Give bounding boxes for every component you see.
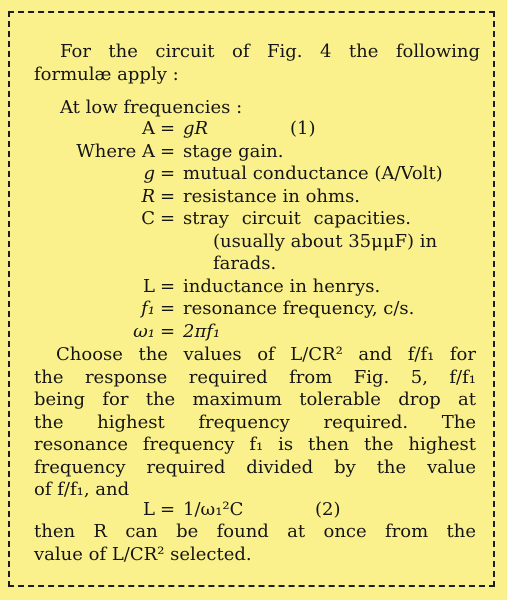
instructions-paragraph: [34, 344, 476, 502]
def-stage-gain-rhs: stage gain.: [183, 140, 284, 162]
def-f1-lhs: f₁: [141, 298, 155, 319]
low-frequency-heading: At low frequencies :: [60, 97, 243, 118]
def-c-lhs: C: [141, 208, 155, 229]
def-l-eq: =: [160, 275, 176, 297]
tail-line-2: value of L/CR² selected.: [34, 543, 252, 565]
def-g-lhs: g: [143, 163, 155, 184]
formula-1: [0, 118, 507, 140]
def-r-lhs: R: [141, 185, 155, 207]
def-stage-gain-eq: =: [160, 140, 176, 162]
def-l-lhs: L: [143, 275, 155, 297]
def-stage-gain-lhs: Where A: [76, 140, 155, 162]
def-omega: [0, 321, 507, 343]
def-omega-rhs: 2πf₁: [183, 320, 221, 342]
def-f1-eq: =: [160, 298, 176, 319]
def-r-rhs: resistance in ohms.: [183, 185, 361, 207]
formula-2: [0, 499, 507, 521]
formula-1-number: (1): [290, 118, 316, 139]
def-r-eq: =: [160, 185, 176, 207]
formula-2-lhs: L: [143, 499, 155, 520]
def-resistance: [0, 186, 507, 208]
formula-2-rhs: 1/ω₁²C: [183, 499, 244, 520]
para-line-3: being for the maximum tolerable drop at: [34, 389, 476, 410]
tail-line-1: then R can be found at once from the: [34, 521, 476, 542]
formula-2-number: (2): [315, 499, 341, 520]
def-c-rhs: stray circuit capacities.: [183, 208, 412, 229]
para-line-7: of f/f₁, and: [34, 479, 130, 500]
def-resonance: [0, 298, 507, 320]
def-capacity-continuation-1: (usually about 35μμF) in: [213, 230, 438, 252]
intro-text: [34, 40, 480, 86]
para-line-6: frequency required divided by the value: [34, 456, 476, 478]
def-c-eq: =: [160, 208, 176, 229]
def-mutual-conductance: [0, 163, 507, 185]
def-capacity: [0, 208, 507, 230]
formula-2-eq: =: [160, 499, 176, 520]
def-capacity-cont-1: [0, 231, 507, 253]
para-line-2: the response required from Fig. 5, f/f₁: [34, 366, 476, 388]
def-f1-rhs: resonance frequency, c/s.: [183, 298, 415, 319]
def-inductance: [0, 276, 507, 298]
def-omega-eq: =: [160, 320, 176, 342]
formula-1-eq: =: [160, 118, 176, 139]
intro-line-1: For the circuit of Fig. 4 the following: [60, 41, 480, 62]
para-line-1: Choose the values of L/CR² and f/f₁ for: [56, 344, 476, 365]
formula-1-rhs-text: gR: [183, 118, 209, 139]
def-capacity-cont-2: [0, 253, 507, 275]
def-stage-gain: [0, 141, 507, 163]
intro-line-2: formulæ apply :: [34, 64, 179, 85]
formula-1-rhs: [183, 118, 208, 141]
def-l-rhs: inductance in henrys.: [183, 275, 381, 297]
closing-text: [34, 521, 476, 566]
def-g-eq: =: [160, 163, 176, 184]
formula-1-lhs: A: [142, 118, 155, 139]
def-g-rhs: mutual conductance (A/Volt): [183, 163, 443, 184]
para-line-4: the highest frequency required. The: [34, 411, 476, 433]
para-line-5: resonance frequency f₁ is then the highest: [34, 434, 476, 455]
def-omega-lhs: ω₁: [133, 320, 155, 342]
def-capacity-continuation-2: farads.: [213, 253, 277, 274]
